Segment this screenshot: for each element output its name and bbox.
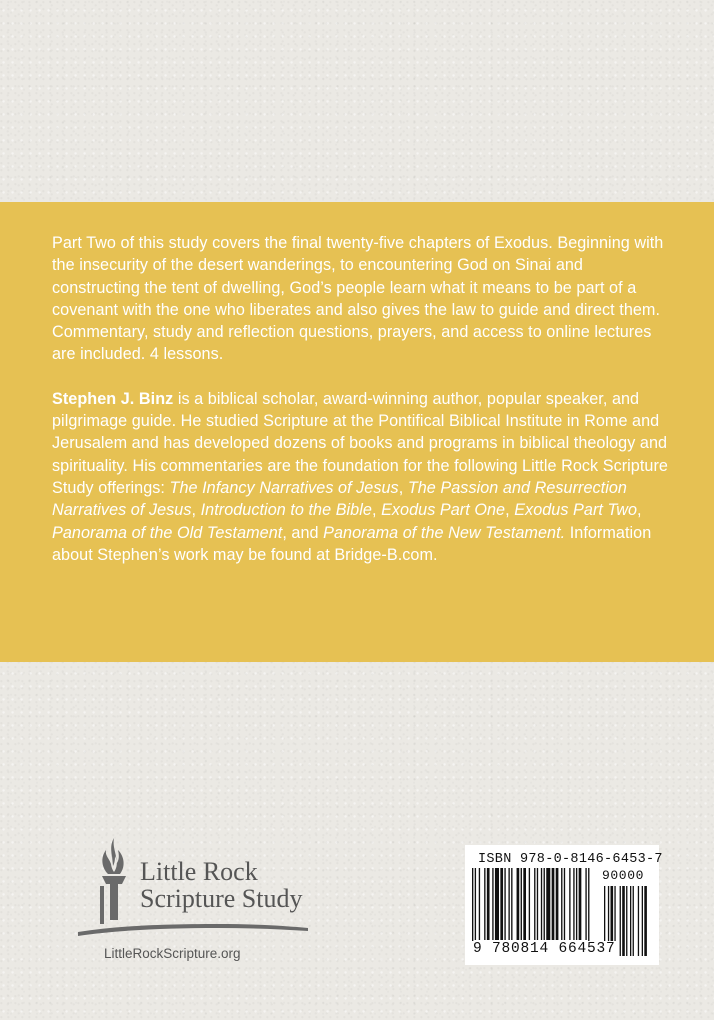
barcode-bar [573,868,574,940]
ean-digits: 9 780814 664537 [473,941,616,957]
bio-intro: is a biblical scholar, award-winning author, popular speaker, and pilgrimage guide. He studied Scripture at the Pontifical Biblical Institute in Rome and Jerusalem and has developed dozens of books and programs in biblical theology and spirituality. His commentaries are the foundation for the following Little Rock Scripture Study offerings: [52,389,668,497]
barcode-bar [521,868,522,940]
barcode-bar [556,868,559,940]
separator: , [637,501,642,520]
barcode-bar [561,868,562,940]
title-passion: The Passion and Resurrection Narratives of Jesus [52,478,627,520]
separator: , [505,501,515,520]
author-name: Stephen J. Binz [52,389,174,408]
barcode-bar [552,868,555,940]
barcode-bar [569,868,570,940]
barcode-bar [484,868,485,940]
title-intro-bible: Introduction to the Bible [200,501,372,520]
barcode-bar [564,868,565,940]
logo-line-1: Little Rock [140,857,258,886]
isbn-label: ISBN 978-0-8146-6453-7 [478,852,663,867]
separator: , [398,478,408,497]
barcode-bar [511,868,512,940]
website-url: LittleRockScripture.org [104,946,241,961]
separator: , and [282,523,324,542]
separator: , [191,501,201,520]
barcode-bar [529,868,530,940]
barcode-bar [487,868,490,940]
barcode-bar [576,868,577,940]
barcode-bar [504,868,505,940]
barcode-addon-bar [622,886,625,956]
title-panorama-new: Panorama of the New Testament. [323,523,566,542]
price-addon-code: 90000 [602,868,645,883]
barcode-addon-bar [644,886,647,956]
title-infancy: The Infancy Narratives of Jesus [169,478,399,497]
barcode-bar [537,868,538,940]
barcode-addon-bar [620,886,621,956]
title-exodus-two: Exodus Part Two [514,501,638,520]
summary-paragraph: Part Two of this study covers the final twenty-five chapters of Exodus. Beginning with the insecurity of the desert wanderings, to encountering God on Sinai and constructing the tent of dwelling, God’s people learn what it means to be part of a covenant with the one who liberates and also gives the law to guide and direct them. Commentary, study and reflection questions, prayers, and access to online lectures are included. 4 lessons. [52,234,664,364]
title-panorama-old: Panorama of the Old Testament [52,523,283,542]
barcode-bar [517,868,520,940]
logo-wordmark [140,858,303,912]
barcode-bar [500,868,503,940]
barcode-bar [544,868,545,940]
separator: , [371,501,382,520]
barcode-bar [579,868,582,940]
barcode-bar [585,868,586,940]
bio-outro: Information about Stephen’s work may be found at Bridge-B.com. [52,523,652,564]
barcode-addon-bar [638,886,639,956]
barcode-bar [546,868,550,940]
barcode-addon-bar [626,886,627,956]
barcode-bar [523,868,526,940]
barcode-bar [479,868,480,940]
barcode-addon-bar [630,886,631,956]
barcode-bar [495,868,499,940]
title-exodus-one: Exodus Part One [381,501,506,520]
barcode-bar [534,868,535,940]
barcode-bar [541,868,542,940]
barcode-bar [475,868,476,940]
barcode-addon-bar [633,886,634,956]
back-cover-blurb [52,232,668,566]
logo-line-2: Scripture Study [140,884,303,913]
barcode-bar [492,868,493,940]
barcode-bar [508,868,509,940]
barcode-addon-bar [642,886,643,956]
author-bio-paragraph [52,388,668,566]
